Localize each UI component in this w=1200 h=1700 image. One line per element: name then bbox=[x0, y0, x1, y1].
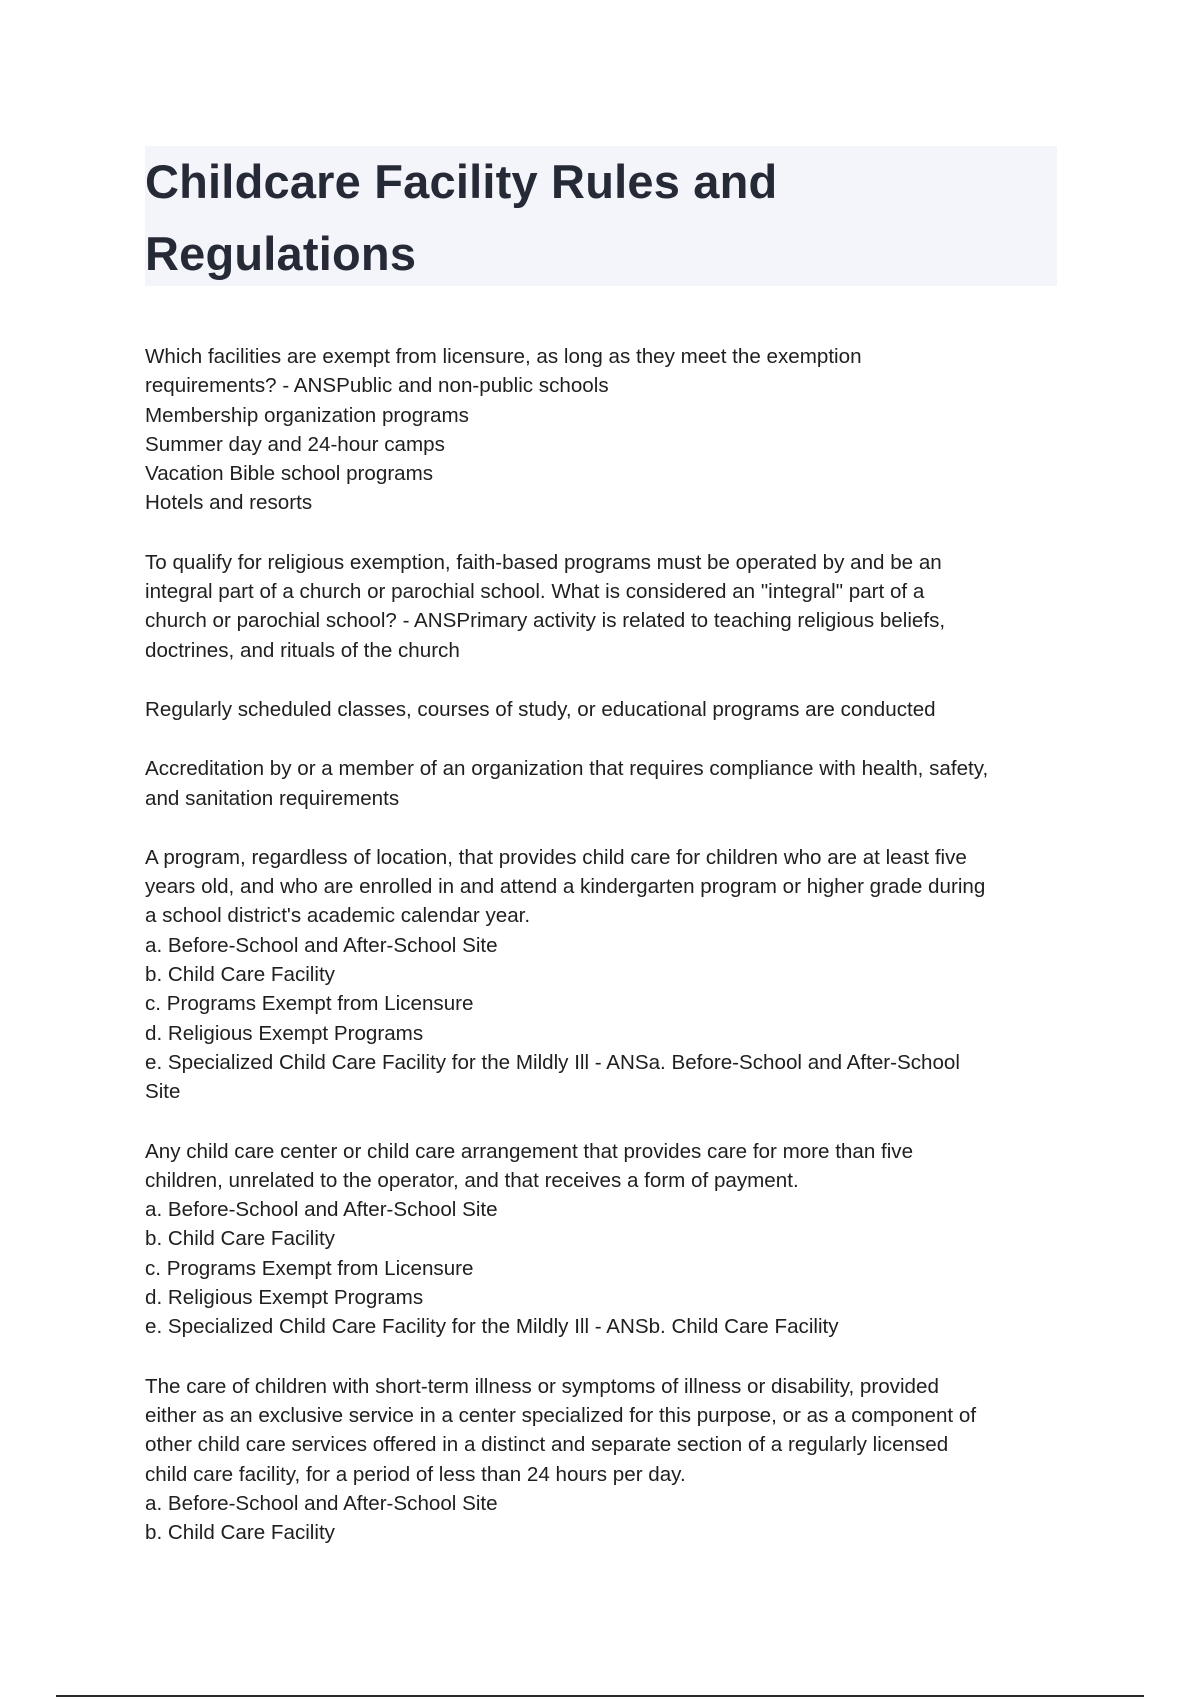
paragraph-scheduled-classes bbox=[145, 695, 1060, 724]
answer-option: d. Religious Exempt Programs bbox=[145, 1021, 424, 1045]
paragraph-mildly-ill-question bbox=[145, 1372, 1060, 1548]
text-line: Regularly scheduled classes, courses of study, or educational programs are conducted bbox=[145, 697, 936, 721]
text-line: Vacation Bible school programs bbox=[145, 462, 434, 486]
paragraph-child-care-facility-question bbox=[145, 1137, 1060, 1342]
answer-option: a. Before-School and After-School Site bbox=[145, 1491, 498, 1515]
paragraph-religious-exemption bbox=[145, 548, 1060, 665]
answer-option: a. Before-School and After-School Site bbox=[145, 933, 498, 957]
text-line: requirements? - ANSPublic and non-public schools bbox=[145, 374, 609, 398]
text-line: A program, regardless of location, that provides child care for children who are at least five bbox=[145, 845, 967, 869]
title-line: Childcare Facility Rules and bbox=[145, 155, 778, 208]
text-line: Membership organization programs bbox=[145, 403, 469, 427]
text-line: either as an exclusive service in a center specialized for this purpose, or as a component of bbox=[145, 1403, 977, 1427]
answer-option: b. Child Care Facility bbox=[145, 963, 335, 987]
text-line: To qualify for religious exemption, faith-based programs must be operated by and be an bbox=[145, 550, 942, 574]
document-body bbox=[145, 342, 1060, 1577]
page-bottom-rule bbox=[56, 1695, 1144, 1697]
page-title bbox=[145, 146, 1057, 290]
answer-option: e. Specialized Child Care Facility for the Mildly Ill - ANSb. Child Care Facility bbox=[145, 1315, 839, 1339]
answer-option: b. Child Care Facility bbox=[145, 1521, 335, 1545]
text-line: Summer day and 24-hour camps bbox=[145, 432, 445, 456]
text-line: Site bbox=[145, 1080, 181, 1104]
text-line: years old, and who are enrolled in and attend a kindergarten program or higher grade during bbox=[145, 875, 986, 899]
answer-option: a. Before-School and After-School Site bbox=[145, 1198, 498, 1222]
paragraph-accreditation bbox=[145, 754, 1060, 813]
text-line: other child care services offered in a distinct and separate section of a regularly licensed bbox=[145, 1433, 949, 1457]
text-line: Hotels and resorts bbox=[145, 491, 313, 515]
title-line: Regulations bbox=[145, 227, 417, 280]
title-banner bbox=[145, 146, 1057, 286]
answer-option: b. Child Care Facility bbox=[145, 1227, 335, 1251]
answer-option: d. Religious Exempt Programs bbox=[145, 1286, 424, 1310]
text-line: Any child care center or child care arrangement that provides care for more than five bbox=[145, 1139, 914, 1163]
text-line: The care of children with short-term illness or symptoms of illness or disability, provided bbox=[145, 1374, 939, 1398]
paragraph-licensure-exemptions bbox=[145, 342, 1060, 518]
text-line: integral part of a church or parochial school. What is considered an "integral" part of a bbox=[145, 580, 925, 604]
text-line: children, unrelated to the operator, and that receives a form of payment. bbox=[145, 1168, 799, 1192]
text-line: Which facilities are exempt from licensure, as long as they meet the exemption bbox=[145, 345, 862, 368]
text-line: church or parochial school? - ANSPrimary activity is related to teaching religious beliefs, bbox=[145, 609, 946, 633]
answer-option: c. Programs Exempt from Licensure bbox=[145, 1256, 474, 1280]
text-line: doctrines, and rituals of the church bbox=[145, 638, 460, 662]
answer-option: c. Programs Exempt from Licensure bbox=[145, 992, 474, 1016]
text-line: a school district's academic calendar year. bbox=[145, 904, 531, 928]
paragraph-before-after-school-question bbox=[145, 843, 1060, 1107]
text-line: and sanitation requirements bbox=[145, 786, 400, 810]
text-line: child care facility, for a period of less than 24 hours per day. bbox=[145, 1462, 686, 1486]
answer-option: e. Specialized Child Care Facility for the Mildly Ill - ANSa. Before-School and After-School bbox=[145, 1050, 960, 1074]
text-line: Accreditation by or a member of an organization that requires compliance with health, safety, bbox=[145, 757, 989, 781]
